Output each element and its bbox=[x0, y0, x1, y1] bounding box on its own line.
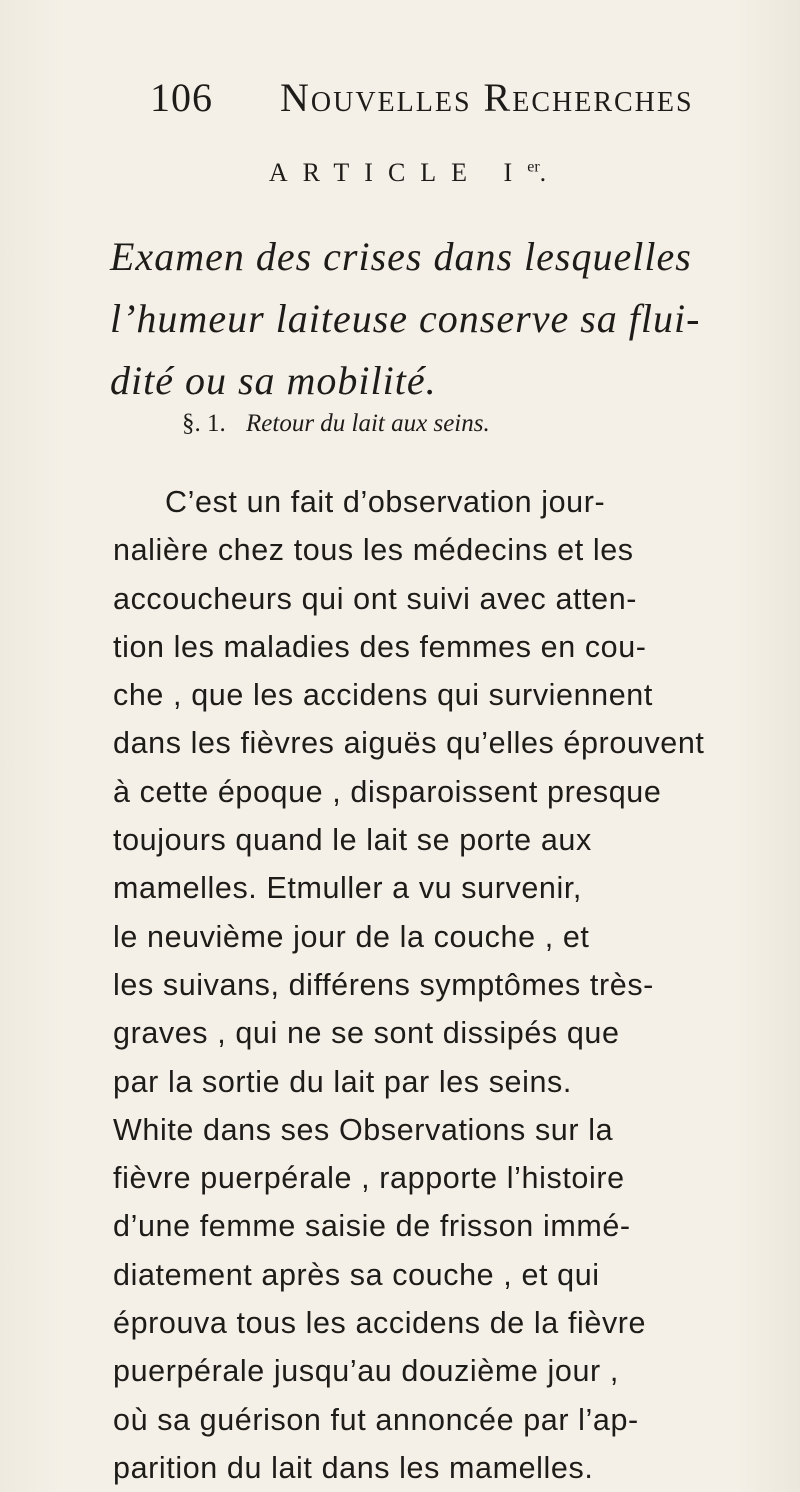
body-line: dans les fièvres aiguës qu’elles éprouvent bbox=[113, 726, 705, 761]
article-heading bbox=[0, 158, 800, 188]
body-line: à cette époque , disparoissent presque bbox=[113, 774, 662, 809]
running-head bbox=[150, 70, 710, 130]
article-numeral-end: . bbox=[539, 158, 562, 187]
paragraph-heading bbox=[182, 410, 490, 438]
body-line: accoucheurs qui ont suivi avec atten- bbox=[113, 581, 638, 616]
body-line: puerpérale jusqu’au douzième jour , bbox=[113, 1354, 619, 1389]
body-line: par la sortie du lait par les seins. bbox=[113, 1064, 572, 1099]
article-label: ARTICLE bbox=[268, 158, 483, 187]
page-number: 106 bbox=[150, 75, 213, 120]
body-line: graves , qui ne se sont dissipés que bbox=[113, 1016, 620, 1051]
running-title: Nouvelles Recherches bbox=[280, 75, 694, 120]
section-title bbox=[110, 226, 750, 412]
body-line: che , que les accidens qui surviennent bbox=[113, 678, 653, 713]
body-line: parition du lait dans les mamelles. bbox=[113, 1450, 594, 1485]
article-numeral: I bbox=[503, 158, 528, 187]
body-line: tion les maladies des femmes en cou- bbox=[113, 629, 647, 664]
section-title-line: Examen des crises dans lesquelles bbox=[110, 234, 692, 279]
body-line: White dans ses Observations sur la bbox=[113, 1112, 614, 1147]
section-title-line: dité ou sa mobilité. bbox=[110, 358, 437, 403]
body-line: le neuvième jour de la couche , et bbox=[113, 919, 590, 954]
body-line: mamelles. Etmuller a vu survenir, bbox=[113, 871, 582, 906]
body-line: les suivans, différens symptômes très- bbox=[113, 967, 654, 1002]
paragraph-title: Retour du lait aux seins. bbox=[246, 410, 490, 437]
body-text bbox=[113, 478, 793, 1492]
body-line: d’une femme saisie de frisson immé- bbox=[113, 1209, 631, 1244]
body-line: diatement après sa couche , et qui bbox=[113, 1257, 600, 1292]
body-line: nalière chez tous les médecins et les bbox=[113, 533, 634, 568]
body-line: où sa guérison fut annoncée par l’ap- bbox=[113, 1402, 639, 1437]
body-line: toujours quand le lait se porte aux bbox=[113, 823, 592, 858]
body-line: éprouva tous les accidens de la fièvre bbox=[113, 1306, 647, 1341]
body-line: C’est un fait d’observation jour- bbox=[165, 485, 606, 519]
paragraph-symbol: §. 1. bbox=[182, 410, 226, 437]
article-numeral-sup: er bbox=[527, 158, 540, 176]
body-line: fièvre puerpérale , rapporte l’histoire bbox=[113, 1161, 625, 1196]
section-title-line: l’humeur laiteuse conserve sa flui- bbox=[110, 296, 701, 341]
